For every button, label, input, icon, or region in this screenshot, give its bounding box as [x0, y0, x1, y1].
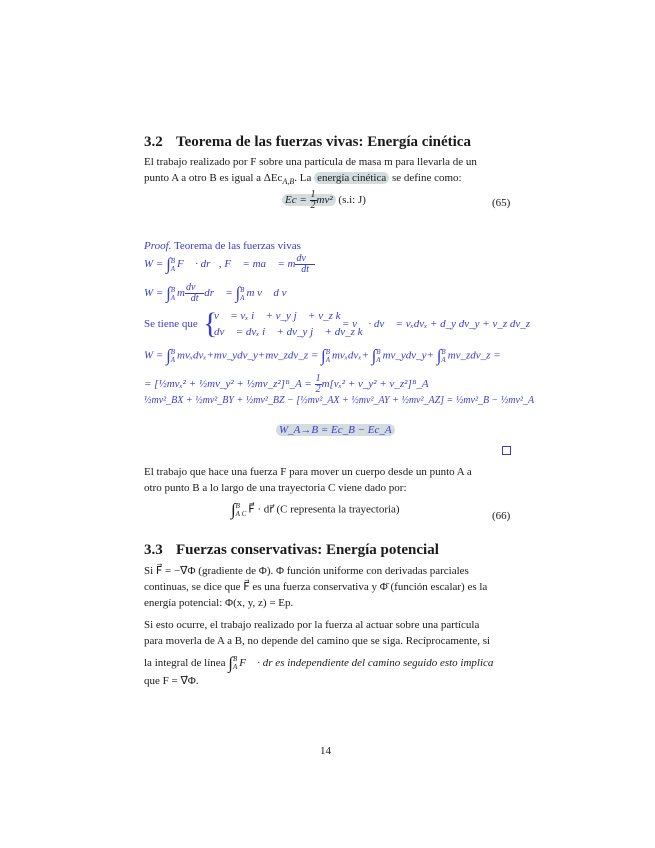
conservativas-paragraph-1: Si F⃗ = −∇⃗Φ (gradiente de Φ). Φ función uniforme con derivadas parciales continuas, se dice que F⃗ es una fuerza conservativa y Φ̄ (función escalar) es la energía potencial: Φ(x, y, z) = Ep.	[144, 565, 488, 609]
highlight-energia-cinetica: energía cinética	[314, 172, 389, 184]
section-heading-3-3	[144, 542, 439, 559]
section-heading-3-2	[144, 134, 471, 151]
equation-65-number: (65)	[492, 197, 511, 209]
conservativas-paragraph-2: Si esto ocurre, el trabajo realizado por la fuerza al actuar sobre una partícula para moverla de A a B, no depende del camino que se siga. Recíprocamente, si la integral de línea ∫ B A F⃗ · dr es independiente del camino seguido esto implica que F = ∇⃗Φ.	[144, 619, 494, 688]
page-number: 14	[320, 745, 331, 757]
trabajo-paragraph	[144, 464, 514, 496]
proof-line-6: ½mv²_BX + ½mv²_BY + ½mv²_BZ − [½mv²_AX + ½mv²_AY + ½mv²_AZ] = ½mv²_B − ½mv²_A	[144, 395, 535, 406]
proof-header: Proof. Teorema de las fuerzas vivas	[144, 240, 301, 252]
section-title: Teorema de las fuerzas vivas: Energía cinética	[176, 134, 471, 150]
system-brace: {	[203, 307, 218, 340]
proof-line-2: W = ∫ B A m $\frac{dv⃗}{dt}$ dr⃗ = ∫ B A m v⃗ d v⃗	[144, 282, 296, 304]
equation-65: Ec = $\frac{1}{2}$ mv² (s.i: J)	[282, 190, 366, 211]
trabajo-line-1: El trabajo que hace una fuerza F para mover un cuerpo desde un punto A a	[144, 466, 472, 478]
proof-se-tiene-que: Se tiene que	[144, 318, 198, 330]
intro-line-1: El trabajo realizado por F sobre una partícula de masa m para llevarla de un	[144, 156, 477, 168]
equation-66: ∫ B A C F⃗ · dr⃗ (C representa la trayectoria)	[231, 500, 400, 519]
intro-paragraph	[144, 154, 514, 190]
system-eq-1: v⃗ = vₓ i⃗ + v_y j⃗ + v_z k⃗	[214, 310, 350, 322]
equation-66-number: (66)	[492, 510, 511, 522]
qed-square-icon	[502, 446, 511, 455]
intro-line-2: punto A a otro B es igual a ΔEc$_{A,B}$. La energía cinética se define como:	[144, 172, 462, 187]
section-number: 3.2	[144, 134, 163, 150]
system-right: = v⃗ · dv⃗ = vₓdvₓ + d_y dv_y + v_z dv_z	[342, 318, 531, 330]
proof-line-5: = [½mvₓ² + ½mv_y² + ½mv_z²]ᴮ_A = $\frac{1}{2}$ m[vₓ² + v_y² + v_z²]ᴮ_A	[144, 373, 429, 395]
proof-result: W_A→B = Ec_B − Ec_A	[276, 424, 395, 436]
proof-line-1: W = ∫ B A F⃗ · dr⃗, F⃗ = ma⃗ = m $\frac{dv⃗}{dt}$	[144, 253, 314, 275]
section-number: 3.3	[144, 542, 163, 558]
section-title: Fuerzas conservativas: Energía potencial	[176, 542, 439, 558]
proof-line-4: W = ∫ B A mvₓdvₓ+mv_ydv_y+mv_zdv_z = ∫ B A mvₓdvₓ+ ∫ B A mv_ydv_y+ ∫ B A mv_zdv_z =	[144, 346, 501, 365]
trabajo-line-2: otro punto B a lo largo de una trayectoria C viene dado por:	[144, 482, 407, 494]
system-eq-2: dv⃗ = dvₓ i⃗ + dv_y j⃗ + dv_z k⃗	[214, 326, 372, 338]
